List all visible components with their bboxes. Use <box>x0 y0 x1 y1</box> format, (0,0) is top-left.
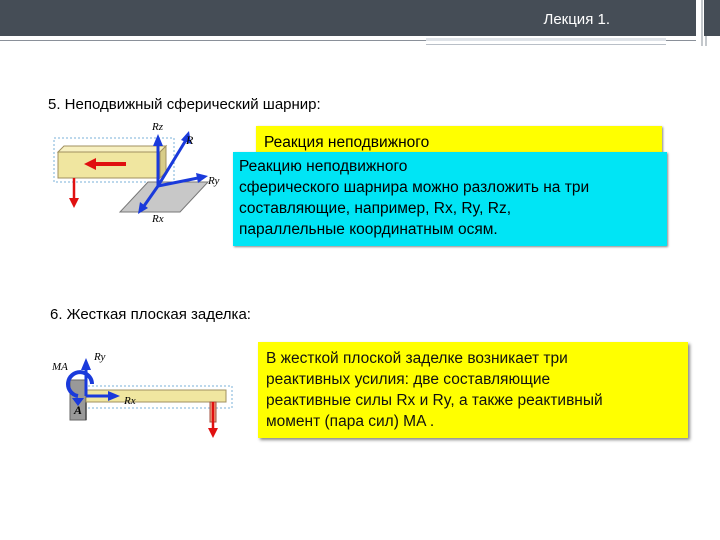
label-ry: Ry <box>208 175 220 187</box>
reaction-line-1: Реакцию неподвижного <box>239 158 408 175</box>
lecture-title: Лекция 1. <box>543 11 610 28</box>
header-accent-bar <box>426 38 666 41</box>
reaction-line-4: параллельные координатным осям. <box>239 221 498 238</box>
support-line-2: реактивных усилия: две составляющие <box>266 371 551 388</box>
label-rx: Rx <box>152 213 164 225</box>
section-5-title: 5. Неподвижный сферический шарнир: <box>48 96 321 113</box>
support-line-4: момент (пара сил) MA . <box>266 413 435 430</box>
label-r: R <box>186 133 194 147</box>
label-ma: MA <box>52 361 68 373</box>
corner-decoration <box>696 0 720 46</box>
spherical-hinge-diagram <box>48 118 228 238</box>
support-line-1: В жесткой плоской заделке возникает три <box>266 350 568 367</box>
reaction-front-box <box>233 152 667 246</box>
fixed-support-diagram <box>48 346 238 442</box>
reaction-back-text: Реакция неподвижного <box>264 134 430 151</box>
fixed-support-box <box>258 342 688 438</box>
reaction-line-3: составляющие, например, Rx, Ry, Rz, <box>239 200 511 217</box>
label-rz: Rz <box>152 121 163 133</box>
label-ry-2: Ry <box>94 351 106 363</box>
label-a: A <box>74 403 83 417</box>
reaction-line-2: сферического шарнира можно разложить на три <box>239 179 590 196</box>
header-accent-line <box>426 44 666 45</box>
label-rx-2: Rx <box>124 395 136 407</box>
section-6-title: 6. Жесткая плоская заделка: <box>50 306 251 323</box>
header-bar <box>0 0 720 36</box>
support-line-3: реактивные силы Rx и Ry, а также реактивный <box>266 392 603 409</box>
